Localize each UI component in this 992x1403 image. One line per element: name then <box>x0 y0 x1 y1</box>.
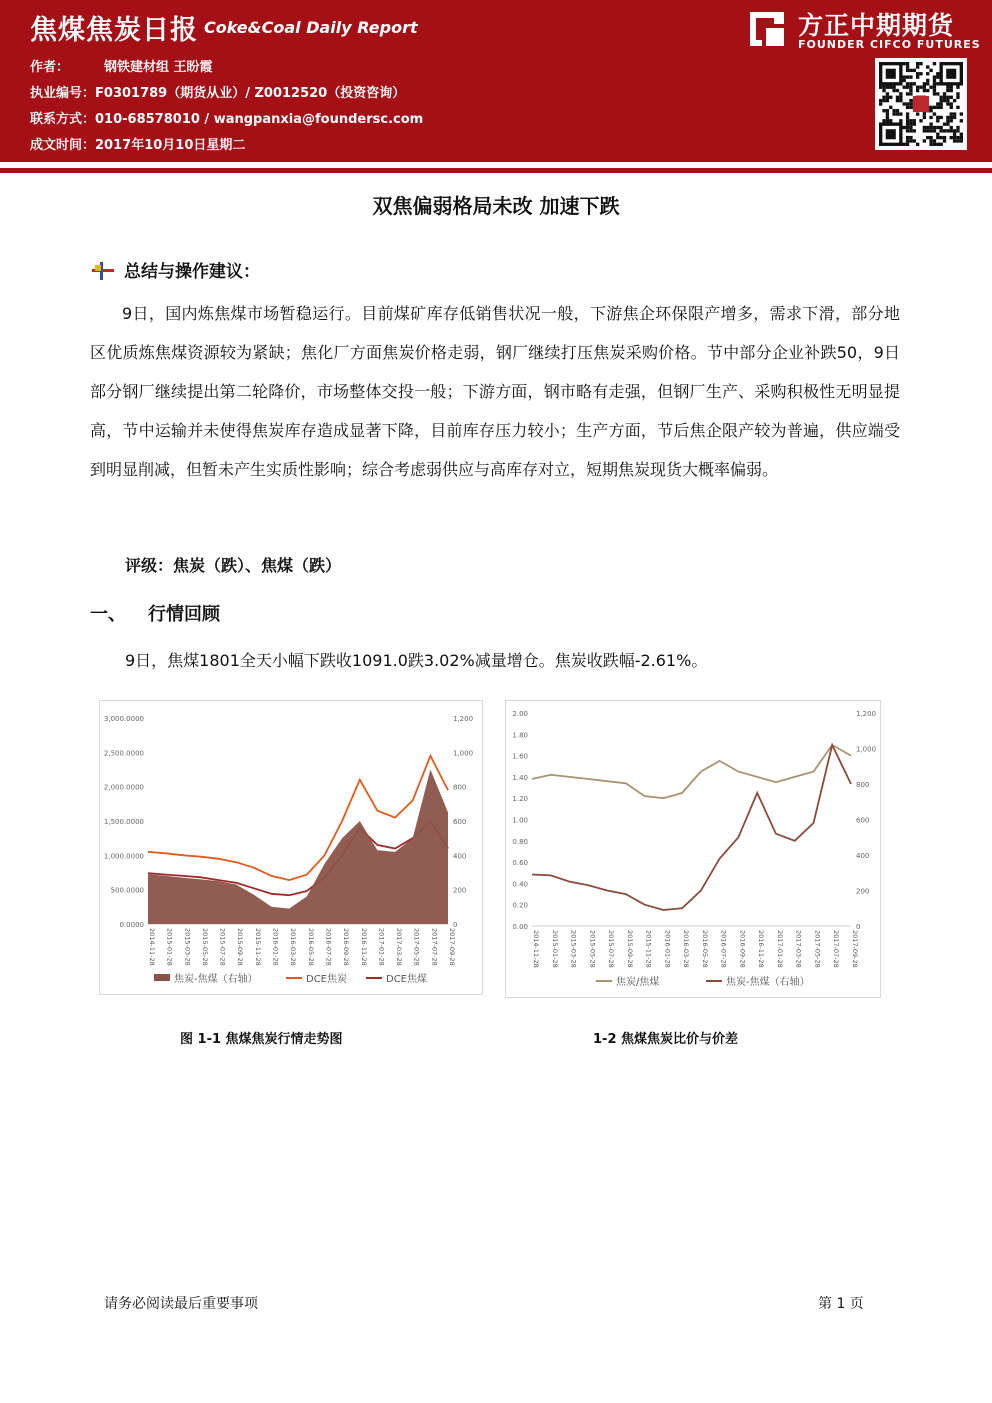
x-tick-label: 2016-09-28 <box>342 928 351 966</box>
x-tick-label: 2014-11-28 <box>148 928 156 966</box>
left-tick-label: 0.0000 <box>119 921 144 929</box>
left-tick-label: 1.80 <box>512 731 528 740</box>
x-tick-label: 2016-03-28 <box>682 930 691 968</box>
qr-code <box>875 58 967 150</box>
qr-code-icon <box>875 58 967 150</box>
market-summary-line: 9日，焦煤1801全天小幅下跌收1091.0跌3.02%减量增仓。焦炭收跌幅-2.61%。 <box>125 651 708 670</box>
left-tick-label: 500.0000 <box>110 886 144 895</box>
logo-mark-icon <box>746 8 788 50</box>
summary-text: 9日，国内炼焦煤市场暂稳运行。目前煤矿库存低销售状况一般，下游焦企环保限产增多，需求下滑，部分地区优质炼焦煤资源较为紧缺；焦化厂方面焦炭价格走弱，钢厂继续打压焦炭采购价格。节中部分企业补跌50，9日部分钢厂继续提出第二轮降价，市场整体交投一般；下游方面，钢市略有走强，但钢厂生产、采购积极性无明显提高，节中运输并未使得焦炭库存造成显著下降，目前库存压力较小；生产方面，节后焦企限产较为普遍，供应端受到明显削减，但暂未产生实质性影响；综合考虑弱供应与高库存对立，短期焦炭现货大概率偏弱。 <box>90 304 900 479</box>
left-tick-label: 0.60 <box>512 859 528 868</box>
author-value: 钢铁建材组 王盼霞 <box>104 60 213 75</box>
legend-label: 焦炭-焦煤（右轴） <box>726 977 810 988</box>
x-tick-label: 2016-03-28 <box>289 928 298 966</box>
right-tick-label: 1,000 <box>856 745 877 754</box>
x-tick-label: 2017-05-28 <box>813 930 822 968</box>
left-tick-label: 2.00 <box>512 710 528 718</box>
date-label: 成文时间： <box>30 138 96 153</box>
x-tick-label: 2017-07-28 <box>832 930 841 968</box>
x-tick-label: 2015-05-28 <box>200 928 209 966</box>
legend-label: DCE焦炭 <box>306 974 348 985</box>
footer-notice: 请务必阅读最后重要事项 <box>104 1296 258 1312</box>
x-tick-label: 2015-09-28 <box>625 930 634 968</box>
left-tick-label: 1.00 <box>512 816 528 825</box>
chart-1-frame <box>99 700 483 995</box>
series-line <box>532 745 851 910</box>
contact-label: 联系方式： <box>30 112 96 127</box>
logo-english: FOUNDER CIFCO FUTURES <box>798 38 981 51</box>
chart-1 <box>100 701 482 994</box>
x-tick-label: 2014-11-28 <box>532 930 540 968</box>
legend-label: 焦炭-焦煤（右轴） <box>174 974 258 985</box>
x-tick-label: 2015-09-28 <box>236 928 245 966</box>
right-tick-label: 400 <box>453 852 467 861</box>
rating-line: 评级：焦炭（跌）、焦煤（跌） <box>125 556 342 575</box>
chart-2 <box>506 701 880 997</box>
report-title: 焦煤焦炭日报 <box>30 15 198 46</box>
page-number: 第 1 页 <box>818 1296 864 1312</box>
contact-value: 010-68578010 / wangpanxia@foundersc.com <box>95 112 424 127</box>
section-number: 一、 <box>90 604 126 625</box>
right-tick-label: 200 <box>856 887 870 896</box>
x-tick-label: 2015-05-28 <box>588 930 597 968</box>
right-tick-label: 800 <box>453 783 467 792</box>
right-tick-label: 0 <box>453 921 458 929</box>
document-title: 双焦偏弱格局未改 加速下跌 <box>372 194 620 218</box>
legend-label: DCE焦煤 <box>386 974 428 985</box>
left-tick-label: 2,500.0000 <box>103 749 144 758</box>
left-tick-label: 0.80 <box>512 837 528 846</box>
x-tick-label: 2015-03-28 <box>569 930 578 968</box>
right-tick-label: 200 <box>453 886 467 895</box>
x-tick-label: 2017-05-28 <box>412 928 421 966</box>
x-tick-label: 2015-11-28 <box>253 928 262 966</box>
x-tick-label: 2015-01-28 <box>165 928 174 966</box>
x-tick-label: 2015-07-28 <box>607 930 616 968</box>
report-header <box>0 0 992 162</box>
right-tick-label: 1,000 <box>453 749 474 758</box>
right-tick-label: 1,200 <box>856 710 877 718</box>
right-tick-label: 400 <box>856 852 870 860</box>
x-tick-label: 2016-05-28 <box>306 928 315 966</box>
left-tick-label: 3,000.0000 <box>103 715 144 723</box>
x-tick-label: 2016-07-28 <box>719 930 728 968</box>
license-line <box>30 82 405 101</box>
left-tick-label: 0.40 <box>512 880 528 889</box>
series-area <box>148 770 448 925</box>
left-tick-label: 2,000.0000 <box>103 783 144 792</box>
x-tick-label: 2016-09-28 <box>738 930 747 968</box>
x-tick-label: 2016-11-28 <box>757 930 766 968</box>
contact-line <box>30 108 423 127</box>
x-tick-label: 2017-01-28 <box>775 930 784 968</box>
x-tick-label: 2015-01-28 <box>550 930 559 968</box>
x-tick-label: 2016-01-28 <box>663 930 672 968</box>
summary-heading-text: 总结与操作建议： <box>124 262 260 282</box>
x-tick-label: 2017-09-28 <box>448 928 456 966</box>
left-tick-label: 0.20 <box>512 901 528 910</box>
chart-2-frame <box>505 700 881 998</box>
license-value: F0301789（期货从业）/ Z0012520（投资咨询） <box>95 86 406 101</box>
left-tick-label: 1.20 <box>512 795 528 804</box>
market-review-heading <box>90 600 220 626</box>
company-logo <box>746 6 981 54</box>
right-tick-label: 600 <box>856 816 870 825</box>
chart-1-caption: 图 1-1 焦煤焦炭行情走势图 <box>180 1032 343 1047</box>
x-tick-label: 2016-01-28 <box>271 928 280 966</box>
market-review-title: 行情回顾 <box>148 604 220 625</box>
license-label: 执业编号： <box>30 86 96 101</box>
left-tick-label: 1,000.0000 <box>103 852 144 861</box>
right-tick-label: 1,200 <box>453 715 474 723</box>
bullet-icon <box>92 262 114 280</box>
x-tick-label: 2017-07-28 <box>430 928 439 966</box>
chart-2-caption: 1-2 焦煤焦炭比价与价差 <box>593 1032 739 1047</box>
x-tick-label: 2015-03-28 <box>183 928 192 966</box>
right-tick-label: 0 <box>856 923 861 931</box>
right-tick-label: 600 <box>453 818 467 826</box>
header-divider <box>0 168 992 173</box>
x-tick-label: 2017-03-28 <box>794 930 803 968</box>
legend-swatch <box>154 974 170 981</box>
logo-chinese: 方正中期期货 <box>798 11 955 40</box>
report-subtitle: Coke&Coal Daily Report <box>204 18 418 37</box>
summary-paragraph <box>90 294 900 489</box>
left-tick-label: 0.00 <box>512 923 528 931</box>
left-tick-label: 1,500.0000 <box>103 818 144 826</box>
right-tick-label: 800 <box>856 781 870 789</box>
x-tick-label: 2015-07-28 <box>218 928 227 966</box>
x-tick-label: 2016-11-28 <box>359 928 368 966</box>
x-tick-label: 2017-03-28 <box>395 928 404 966</box>
x-tick-label: 2017-09-28 <box>851 930 859 968</box>
date-value: 2017年10月10日星期二 <box>95 138 246 153</box>
series-line <box>532 745 851 798</box>
left-tick-label: 1.40 <box>512 773 528 782</box>
author-line <box>30 56 213 75</box>
summary-heading <box>92 257 260 282</box>
x-tick-label: 2015-11-28 <box>644 930 653 968</box>
left-tick-label: 1.60 <box>512 752 528 761</box>
author-label: 作者： <box>30 60 70 75</box>
x-tick-label: 2016-05-28 <box>700 930 709 968</box>
x-tick-label: 2016-07-28 <box>324 928 333 966</box>
x-tick-label: 2017-01-28 <box>377 928 386 966</box>
legend-label: 焦炭/焦煤 <box>616 977 660 988</box>
date-line <box>30 134 245 153</box>
